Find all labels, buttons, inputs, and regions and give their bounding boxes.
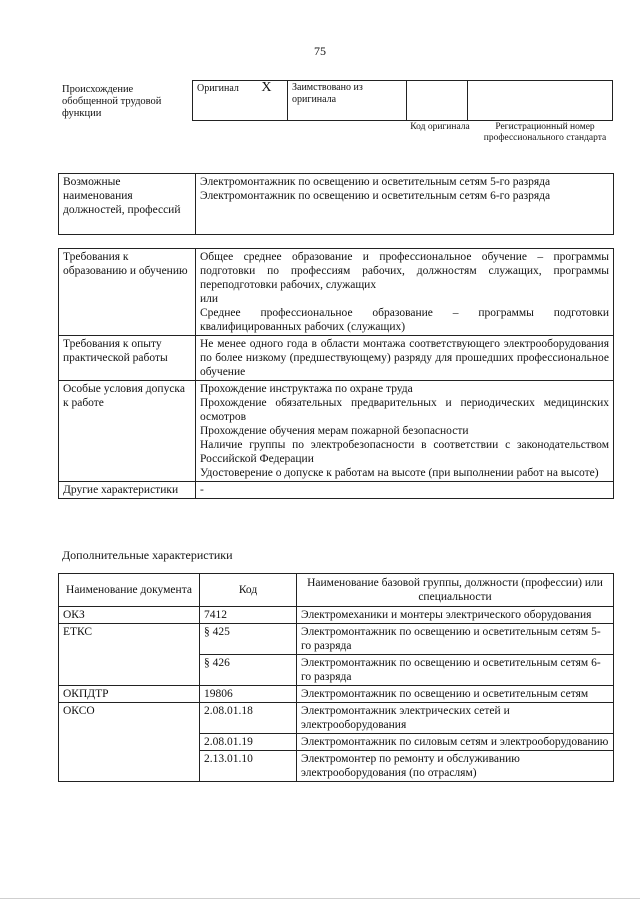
extra-code-cell: § 425 <box>200 624 297 655</box>
positions-label: Возможные наименования должностей, профессий <box>59 174 196 235</box>
code-caption: Код оригинала <box>410 122 470 132</box>
page-bottom-divider <box>0 898 640 899</box>
extra-name-cell: Электромеханики и монтеры электрического оборудования <box>297 607 614 624</box>
table-row <box>59 624 614 655</box>
requirement-line: Общее среднее образование и профессиональное обучение – программы подготовки по профессиям рабочих, должностям служащих, программы переподготовки рабочих, служащих <box>200 251 609 291</box>
extra-header-name: Наименование базовой группы, должности (профессии) или специальности <box>297 574 614 607</box>
extra-name-cell: Электромонтажник по освещению и осветительным сетям 5-го разряда <box>297 624 614 655</box>
table-row <box>59 703 614 734</box>
requirement-label: Требования к образованию и обучению <box>59 249 196 336</box>
requirement-row-other <box>59 482 614 499</box>
extra-doc-cell: ЕТКС <box>59 624 200 686</box>
extra-code-cell: 7412 <box>200 607 297 624</box>
requirement-content <box>196 381 614 482</box>
requirement-line: Прохождение инструктажа по охране труда <box>200 383 413 395</box>
position-line: Электромонтажник по освещению и осветительным сетям 5-го разряда <box>200 176 551 188</box>
requirement-content <box>196 482 614 499</box>
requirement-line: Не менее одного года в области монтажа соответствующего электрооборудования по более низкому (предшествующему) разряду для прошедших профессиональное обучение <box>200 338 609 378</box>
requirement-label: Особые условия допуска к работе <box>59 381 196 482</box>
extra-name-cell: Электромонтажник по силовым сетям и электрооборудованию <box>297 734 614 751</box>
table-row <box>59 607 614 624</box>
origin-original-label: Оригинал <box>197 83 239 94</box>
requirements-table <box>58 248 614 499</box>
requirement-line: Удостоверение о допуске к работам на высоте (при выполнении работ на высоте) <box>200 467 599 479</box>
origin-code-cell <box>407 81 468 121</box>
positions-values <box>196 174 614 235</box>
requirement-row-experience <box>59 336 614 381</box>
origin-label: Происхождение обобщенной трудовой функции <box>62 84 162 119</box>
requirement-content <box>196 249 614 336</box>
extra-name-cell: Электромонтер по ремонту и обслуживанию электрооборудования (по отраслям) <box>297 751 614 782</box>
position-line: Электромонтажник по освещению и осветительным сетям 6-го разряда <box>200 190 551 202</box>
requirement-label: Требования к опыту практической работы <box>59 336 196 381</box>
requirement-line: Наличие группы по электробезопасности в соответствии с законодательством Российской Федерации <box>200 439 609 465</box>
origin-borrowed-cell: Заимствовано из оригинала <box>288 81 407 121</box>
requirement-line: Среднее профессиональное образование – программы подготовки квалифицированных рабочих (служащих) <box>200 307 609 333</box>
origin-original-cell <box>193 81 288 121</box>
requirement-row-conditions <box>59 381 614 482</box>
extra-code-cell: 19806 <box>200 686 297 703</box>
extra-name-cell: Электромонтажник по освещению и осветительным сетям <box>297 686 614 703</box>
extra-section-title: Дополнительные характеристики <box>62 548 233 562</box>
origin-original-mark: X <box>261 80 272 95</box>
extra-doc-cell: ОКПДТР <box>59 686 200 703</box>
reg-caption: Регистрационный номер профессионального стандарта <box>483 122 607 143</box>
extra-header-row <box>59 574 614 607</box>
extra-table <box>58 573 614 782</box>
extra-name-cell: Электромонтажник по освещению и осветительным сетям 6-го разряда <box>297 655 614 686</box>
extra-header-code: Код <box>200 574 297 607</box>
requirement-line: - <box>200 484 204 496</box>
requirement-row-education <box>59 249 614 336</box>
table-row <box>59 686 614 703</box>
extra-code-cell: 2.08.01.18 <box>200 703 297 734</box>
requirement-line: Прохождение обязательных предварительных и периодических медицинских осмотров <box>200 397 609 423</box>
extra-doc-cell: ОКЗ <box>59 607 200 624</box>
positions-table <box>58 173 614 235</box>
extra-name-cell: Электромонтажник электрических сетей и электрооборудования <box>297 703 614 734</box>
requirement-line: Прохождение обучения мерам пожарной безопасности <box>200 425 469 437</box>
page-number: 75 <box>314 44 326 58</box>
requirement-content <box>196 336 614 381</box>
origin-table <box>192 80 613 121</box>
requirement-label: Другие характеристики <box>59 482 196 499</box>
requirement-line: или <box>200 293 219 305</box>
extra-header-doc: Наименование документа <box>59 574 200 607</box>
extra-doc-cell: ОКСО <box>59 703 200 782</box>
extra-code-cell: 2.08.01.19 <box>200 734 297 751</box>
extra-code-cell: 2.13.01.10 <box>200 751 297 782</box>
extra-code-cell: § 426 <box>200 655 297 686</box>
origin-reg-cell <box>468 81 613 121</box>
